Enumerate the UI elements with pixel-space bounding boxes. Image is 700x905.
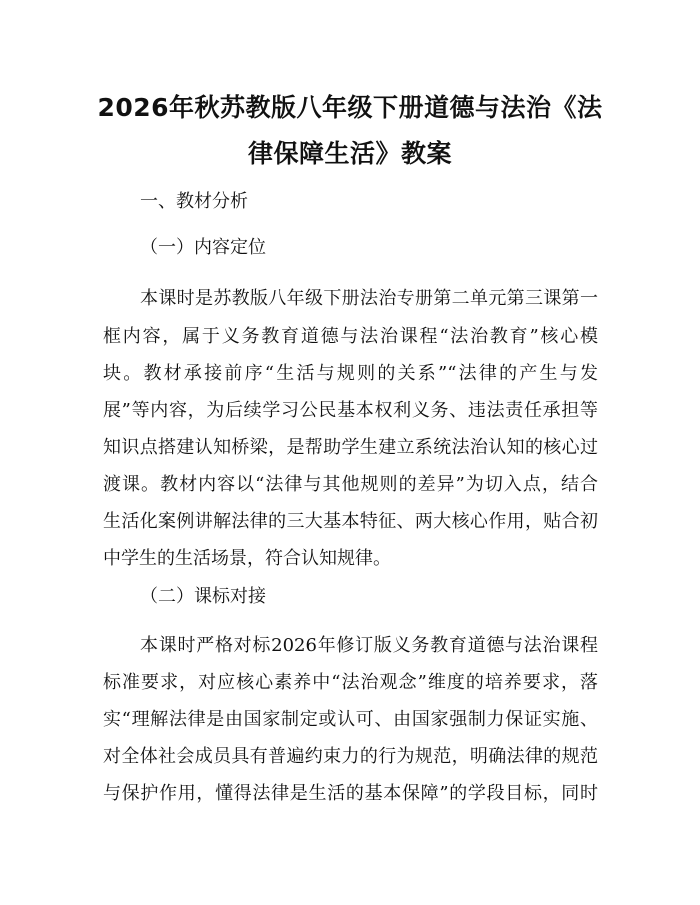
paragraph-line: 展”等内容，为后续学习公民基本权利义务、违法责任承担等	[103, 400, 598, 421]
paragraph-line: 框内容，属于义务教育道德与法治课程“法治教育”核心模	[103, 326, 598, 347]
paragraph-line: 渡课。教材内容以“法律与其他规则的差异”为切入点，结合	[103, 474, 598, 495]
paragraph-line: 知识点搭建认知桥梁，是帮助学生建立系统法治认知的核心过	[103, 437, 598, 458]
document-title-line-2: 律保障生活》教案	[247, 139, 452, 168]
section-heading-textbook-analysis: 一、教材分析	[140, 191, 248, 212]
paragraph-line: 对全体社会成员具有普遍约束力的行为规范，明确法律的规范	[103, 746, 598, 767]
paragraph-line: 本课时严格对标2026年修订版义务教育道德与法治课程	[140, 635, 598, 656]
paragraph-line: 生活化案例讲解法律的三大基本特征、两大核心作用，贴合初	[103, 511, 598, 532]
paragraph-line: 中学生的生活场景，符合认知规律。	[103, 548, 391, 569]
paragraph-line: 实“理解法律是由国家制定或认可、由国家强制力保证实施、	[103, 709, 598, 730]
paragraph-line: 标准要求，对应核心素养中“法治观念”维度的培养要求，落	[103, 672, 598, 693]
subheading-content-positioning: （一）内容定位	[140, 237, 266, 258]
subheading-curriculum-alignment: （二）课标对接	[140, 586, 266, 607]
paragraph-line: 本课时是苏教版八年级下册法治专册第二单元第三课第一	[140, 288, 598, 309]
paragraph-line: 与保护作用，懂得法律是生活的基本保障”的学段目标，同时	[103, 783, 598, 804]
paragraph-line: 块。教材承接前序“生活与规则的关系”“法律的产生与发	[103, 363, 598, 384]
document-title-line-1: 2026年秋苏教版八年级下册道德与法治《法	[97, 93, 603, 122]
